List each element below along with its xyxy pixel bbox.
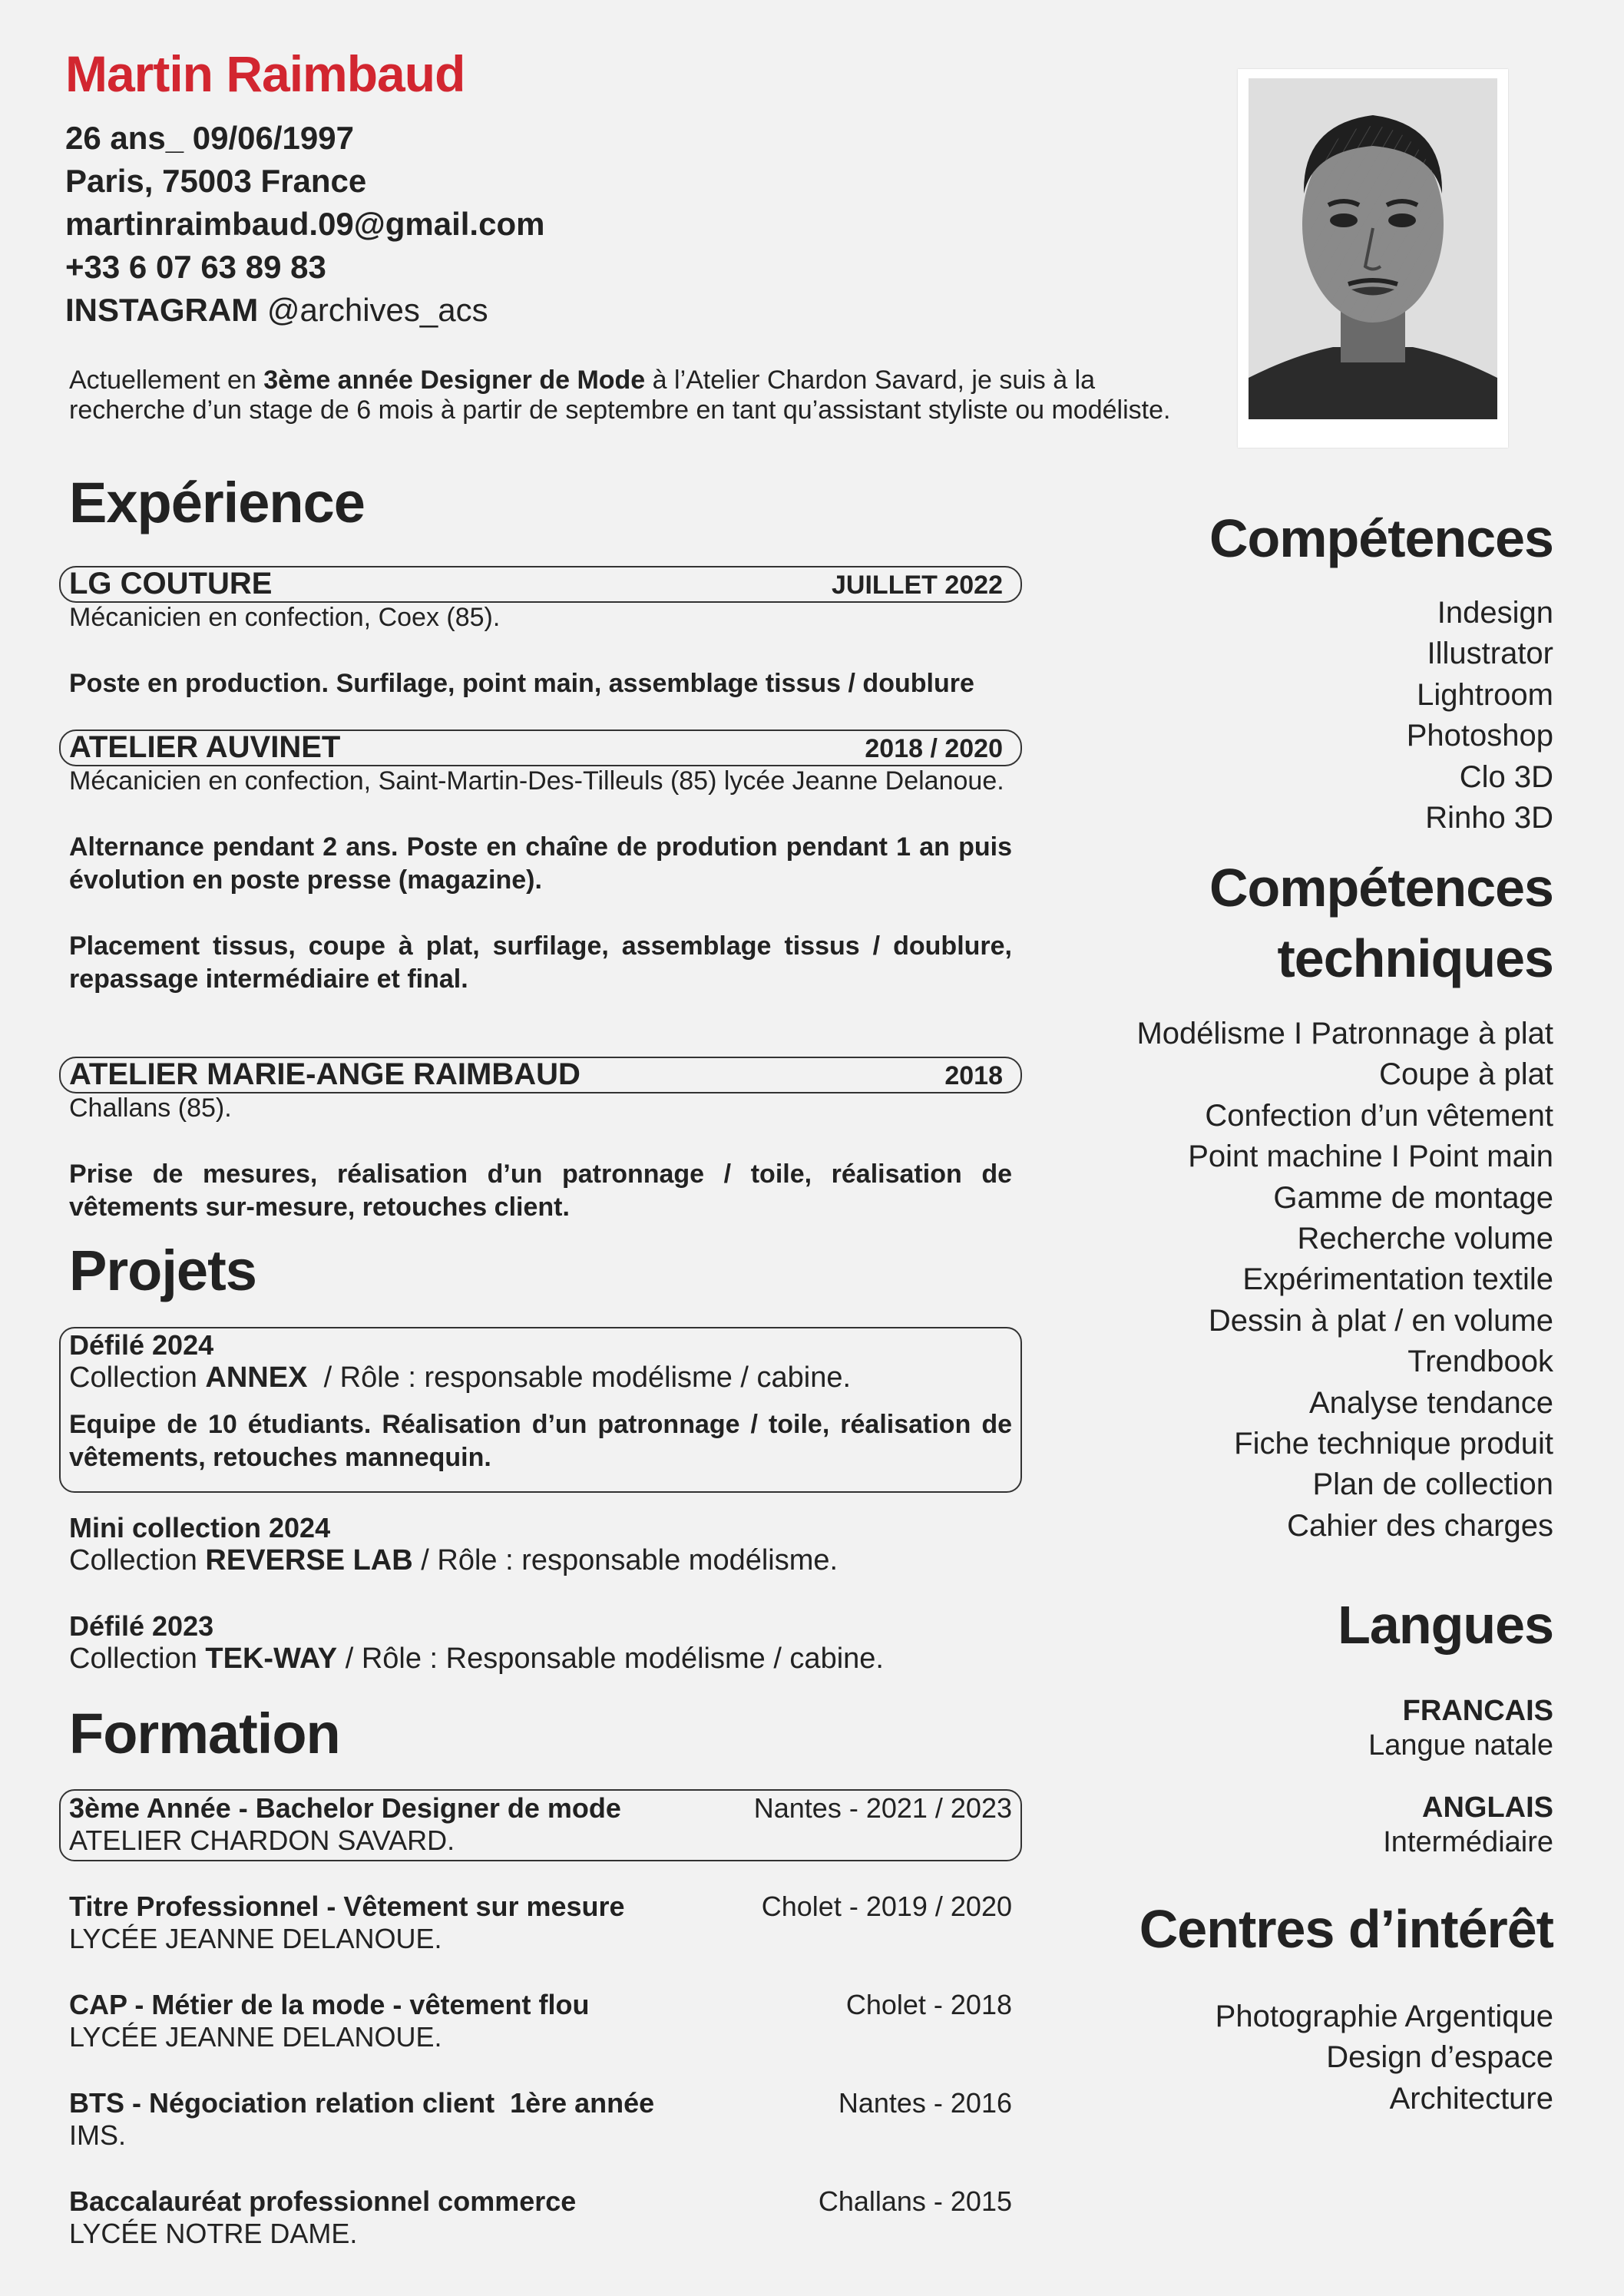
- education-place: Cholet - 2019 / 2020: [761, 1891, 1012, 1922]
- education-item: [69, 1989, 1012, 2058]
- education-school: IMS.: [69, 2119, 127, 2151]
- experience-item: [69, 566, 1012, 698]
- experience-heading: Expérience: [69, 471, 365, 534]
- project-description: Equipe de 10 étudiants. Réalisation d’un patronnage / toile, réalisation de vêtements, retouches mannequin.: [69, 1410, 1012, 1472]
- tech-skill-item: Gamme de montage: [1273, 1180, 1553, 1215]
- project-collection: REVERSE LAB: [205, 1544, 413, 1576]
- skill-item: Lightroom: [1417, 677, 1553, 712]
- intro-text-2: à l’Atelier Chardon Savard, je suis à la recherche d’un stage de 6 mois à partir de septembre en tant qu’assistant styliste ou modéliste.: [69, 366, 1171, 425]
- profile-photo-frame: [1238, 69, 1508, 448]
- project-collection: TEK-WAY: [205, 1643, 338, 1675]
- education-item: [69, 1792, 1012, 1861]
- profile-photo: [1249, 78, 1497, 419]
- experience-title: ATELIER AUVINET: [69, 730, 341, 764]
- education-school: ATELIER CHARDON SAVARD.: [69, 1825, 455, 1856]
- project-role: [69, 1642, 1012, 1676]
- education-item: [69, 1891, 1012, 1960]
- education-title: CAP - Métier de la mode - vêtement flou: [69, 1989, 590, 2020]
- tech-skills-heading-line2: techniques: [1277, 928, 1553, 988]
- project-title: Défilé 2023: [69, 1610, 214, 1642]
- education-school: LYCÉE JEANNE DELANOUE.: [69, 2021, 442, 2053]
- project-title: Défilé 2024: [69, 1329, 214, 1361]
- tech-skill-item: Expérimentation textile: [1242, 1262, 1553, 1297]
- experience-detail: Placement tissus, coupe à plat, surfilage, assemblage tissus / doublure, repassage intermédiaire et final.: [69, 931, 1012, 994]
- interest-item: Photographie Argentique: [1215, 2000, 1553, 2033]
- education-item: [69, 2087, 1012, 2156]
- education-heading: Formation: [69, 1702, 340, 1765]
- education-place: Nantes - 2021 / 2023: [753, 1792, 1012, 1824]
- tech-skill-item: Dessin à plat / en volume: [1208, 1303, 1553, 1338]
- experience-subtitle: Mécanicien en confection, Saint-Martin-Des-Tilleuls (85) lycée Jeanne Delanoue.: [69, 766, 1004, 796]
- education-place: Challans - 2015: [818, 2185, 1012, 2217]
- education-item: [69, 2185, 1012, 2255]
- skill-item: Rinho 3D: [1425, 801, 1553, 835]
- education-place: Nantes - 2016: [838, 2087, 1012, 2119]
- tech-skill-item: Fiche technique produit: [1234, 1427, 1553, 1461]
- tech-skill-item: Analyse tendance: [1308, 1385, 1553, 1420]
- intro-paragraph: [69, 366, 1175, 425]
- experience-subtitle: Challans (85).: [69, 1093, 232, 1123]
- intro-text-1: Actuellement en: [69, 366, 264, 395]
- skill-item: Clo 3D: [1459, 759, 1553, 794]
- tech-skill-item: Point machine I Point main: [1188, 1140, 1553, 1174]
- project-prefix: Collection: [69, 1643, 206, 1675]
- interests-heading: Centres d’intérêt: [1139, 1899, 1553, 1959]
- skill-item: Photoshop: [1406, 719, 1553, 753]
- project-role: [69, 1543, 1012, 1577]
- project-role-text: / Rôle : responsable modélisme.: [412, 1544, 838, 1576]
- education-school: LYCÉE JEANNE DELANOUE.: [69, 1923, 442, 1954]
- project-title: Mini collection 2024: [69, 1512, 331, 1543]
- tech-skill-item: Trendbook: [1407, 1345, 1553, 1379]
- experience-date: 2018 / 2020: [865, 734, 1003, 763]
- project-role-text: / Rôle : responsable modélisme / cabine.: [307, 1361, 852, 1394]
- education-title: Baccalauréat professionnel commerce: [69, 2185, 577, 2217]
- contact-block: [65, 117, 544, 332]
- project-item: [69, 1611, 1012, 1676]
- tech-skill-item: Modélisme I Patronnage à plat: [1136, 1017, 1553, 1050]
- tech-skills-heading-line1: Compétences: [1209, 858, 1553, 918]
- education-title: BTS - Négociation relation client 1ère année: [69, 2087, 655, 2119]
- experience-date: JUILLET 2022: [832, 571, 1003, 600]
- experience-detail: Alternance pendant 2 ans. Poste en chaîne de prodution pendant 1 an puis évolution en poste presse (magazine).: [69, 832, 1012, 895]
- language-level: Intermédiaire: [1383, 1826, 1553, 1858]
- experience-item: [69, 729, 1012, 1029]
- experience-detail: Poste en production. Surfilage, point main, assemblage tissus / doublure: [69, 669, 974, 698]
- education-school: LYCÉE NOTRE DAME.: [69, 2218, 358, 2249]
- project-prefix: Collection: [69, 1544, 206, 1576]
- experience-item: [69, 1057, 1012, 1233]
- tech-skill-item: Cahier des charges: [1287, 1508, 1553, 1543]
- intro-bold: 3ème année Designer de Mode: [263, 366, 646, 395]
- languages-heading: Langues: [1338, 1595, 1553, 1655]
- portrait-illustration: [1249, 78, 1497, 419]
- phone: +33 6 07 63 89 83: [65, 249, 326, 285]
- tech-skill-item: Confection d’un vêtement: [1205, 1098, 1553, 1133]
- project-item: [69, 1327, 1012, 1493]
- skills-heading: Compétences: [1209, 508, 1553, 568]
- instagram: [65, 289, 544, 332]
- experience-title: LG COUTURE: [69, 567, 273, 600]
- experience-title: ATELIER MARIE-ANGE RAIMBAUD: [69, 1057, 580, 1091]
- skills-list: [1407, 593, 1553, 839]
- projects-heading: Projets: [69, 1239, 256, 1302]
- language-name: FRANCAIS: [1402, 1695, 1553, 1727]
- instagram-label: INSTAGRAM: [65, 292, 259, 328]
- skill-item: Indesign: [1437, 596, 1553, 630]
- skill-item: Illustrator: [1427, 637, 1553, 671]
- project-role: [69, 1361, 1012, 1394]
- interests-list: [1216, 1997, 1553, 2119]
- experience-subtitle: Mécanicien en confection, Coex (85).: [69, 603, 501, 632]
- address: Paris, 75003 France: [65, 163, 367, 199]
- language-name: ANGLAIS: [1422, 1791, 1553, 1824]
- project-item: [69, 1513, 1012, 1577]
- interest-item: Architecture: [1389, 2081, 1553, 2116]
- project-role-text: / Rôle : Responsable modélisme / cabine.: [337, 1643, 884, 1675]
- tech-skill-item: Plan de collection: [1312, 1467, 1553, 1502]
- age-birthdate: 26 ans_ 09/06/1997: [65, 120, 354, 156]
- tech-skill-item: Recherche volume: [1297, 1222, 1553, 1256]
- tech-skills-list: [1136, 1014, 1553, 1547]
- language-item: [1383, 1791, 1553, 1860]
- tech-skills-heading: [1209, 852, 1553, 994]
- experience-date: 2018: [944, 1061, 1003, 1090]
- experience-detail: Prise de mesures, réalisation d’un patronnage / toile, réalisation de vêtements sur-mesure, retouches client.: [69, 1160, 1012, 1222]
- email: martinraimbaud.09@gmail.com: [65, 206, 545, 242]
- candidate-name: Martin Raimbaud: [65, 45, 465, 102]
- interest-item: Design d’espace: [1326, 2040, 1553, 2075]
- project-collection: ANNEX: [205, 1361, 308, 1394]
- tech-skill-item: Coupe à plat: [1379, 1057, 1553, 1092]
- education-title: 3ème Année - Bachelor Designer de mode: [69, 1792, 621, 1824]
- instagram-handle: @archives_acs: [266, 292, 488, 328]
- language-level: Langue natale: [1368, 1729, 1553, 1762]
- project-prefix: Collection: [69, 1361, 206, 1394]
- education-title: Titre Professionnel - Vêtement sur mesure: [69, 1891, 625, 1922]
- language-item: [1368, 1694, 1553, 1763]
- education-place: Cholet - 2018: [845, 1989, 1012, 2020]
